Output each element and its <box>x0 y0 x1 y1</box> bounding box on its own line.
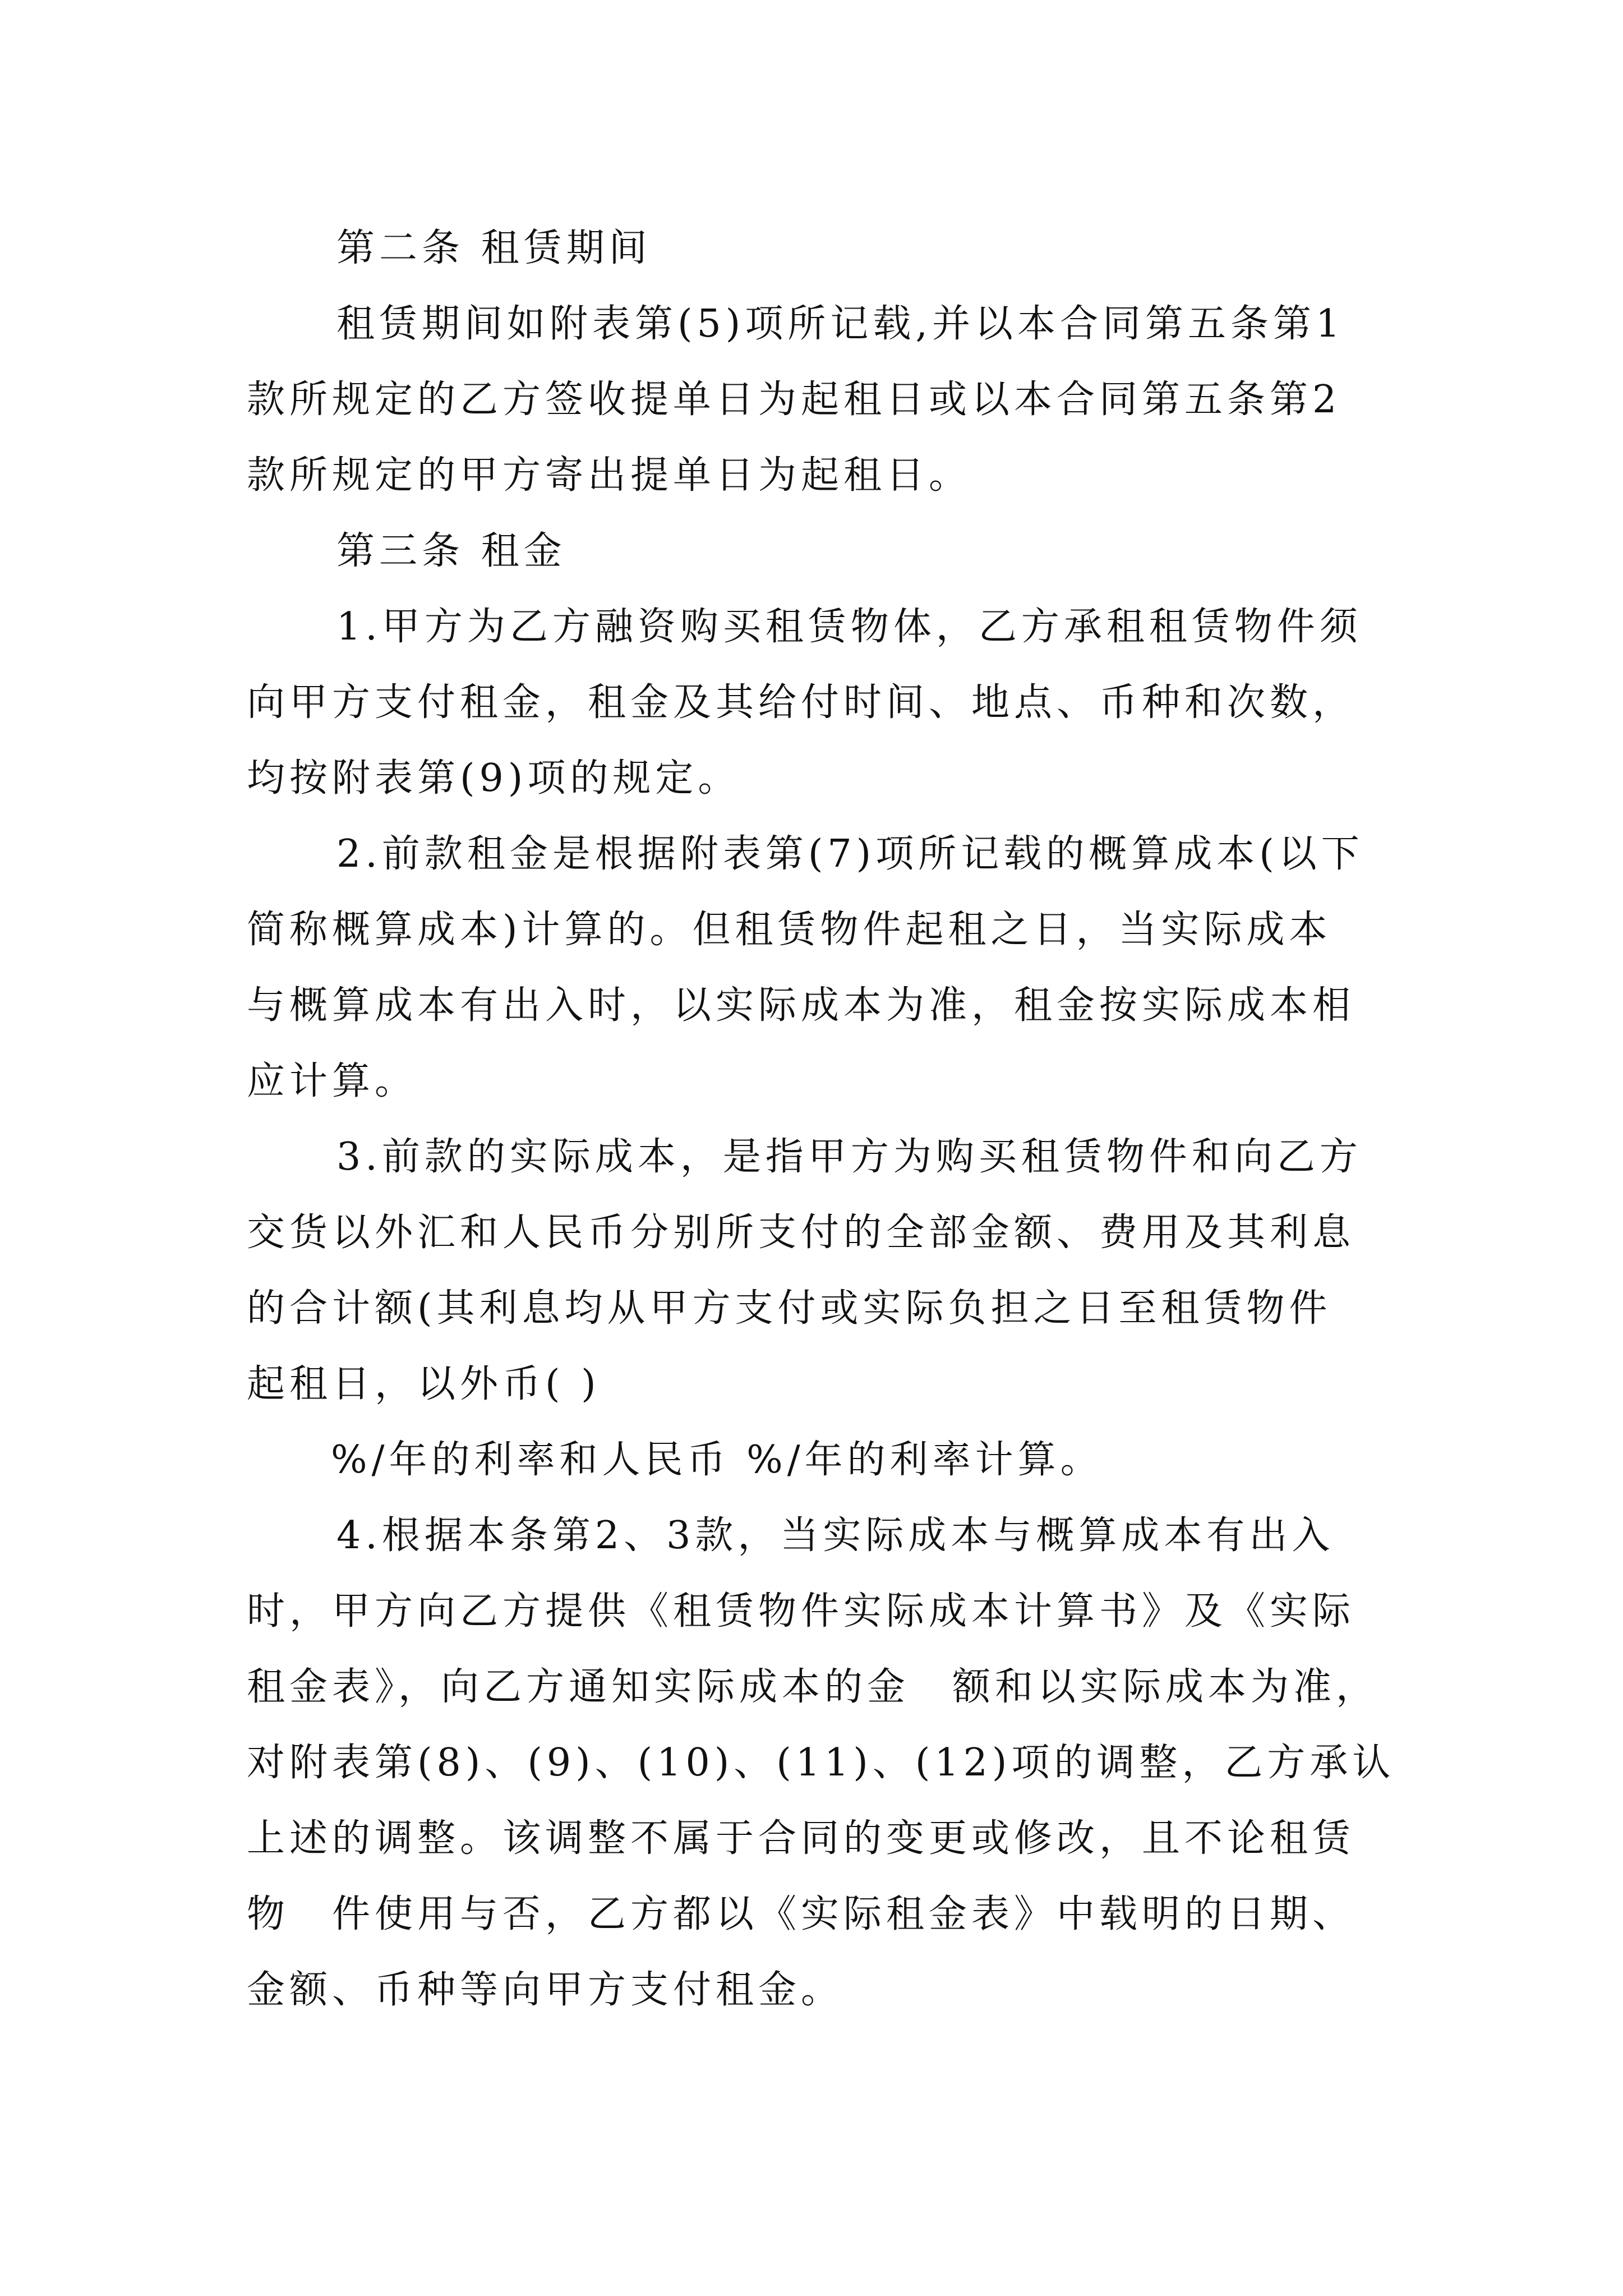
paragraph-line: 时，甲方向乙方提供《租赁物件实际成本计算书》及《实际 <box>247 1589 1355 1634</box>
article-3-heading: 第三条 租金 <box>336 529 566 573</box>
paragraph-line: 3.前款的实际成本，是指甲方为购买租赁物件和向乙方 <box>336 1135 1362 1179</box>
paragraph-line: 租金表》，向乙方通知实际成本的金 额和以实际成本为准， <box>247 1665 1379 1709</box>
paragraph-line: 1.甲方为乙方融资购买租赁物体，乙方承租租赁物件须 <box>336 605 1362 649</box>
paragraph-line: 物 件使用与否，乙方都以《实际租金表》中载明的日期、 <box>247 1892 1355 1936</box>
article-2-heading: 第二条 租赁期间 <box>336 226 652 270</box>
paragraph-line: 2.前款租金是根据附表第(7)项所记载的概算成本(以下 <box>336 832 1364 876</box>
paragraph-line: 应计算。 <box>247 1059 418 1103</box>
paragraph-line: 起租日，以外币( ) <box>247 1362 601 1406</box>
paragraph-line: 4.根据本条第2、3款，当实际成本与概算成本有出入 <box>336 1513 1335 1558</box>
paragraph-line: 金额、币种等向甲方支付租金。 <box>247 1968 844 2012</box>
paragraph-line: 交货以外汇和人民币分别所支付的全部金额、费用及其利息 <box>247 1211 1355 1255</box>
paragraph-line: 租赁期间如附表第(5)项所记载,并以本合同第五条第1 <box>336 302 1345 346</box>
paragraph-line: 的合计额(其利息均从甲方支付或实际负担之日至租赁物件 <box>247 1286 1332 1331</box>
paragraph-line: %/年的利率和人民币 %/年的利率计算。 <box>331 1438 1103 1482</box>
paragraph-line: 与概算成本有出入时，以实际成本为准，租金按实际成本相 <box>247 983 1355 1028</box>
paragraph-line: 款所规定的乙方签收提单日为起租日或以本合同第五条第2 <box>247 378 1341 422</box>
paragraph-line: 简称概算成本)计算的。但租赁物件起租之日，当实际成本 <box>247 908 1332 952</box>
paragraph-line: 均按附表第(9)项的规定。 <box>247 756 741 800</box>
paragraph-line: 对附表第(8)、(9)、(10)、(11)、(12)项的调整，乙方承认 <box>247 1741 1395 1785</box>
paragraph-line: 向甲方支付租金，租金及其给付时间、地点、币种和次数， <box>247 680 1355 725</box>
paragraph-line: 上述的调整。该调整不属于合同的变更或修改，且不论租赁 <box>247 1816 1355 1861</box>
document-body <box>247 210 1395 2028</box>
paragraph-line: 款所规定的甲方寄出提单日为起租日。 <box>247 453 972 498</box>
